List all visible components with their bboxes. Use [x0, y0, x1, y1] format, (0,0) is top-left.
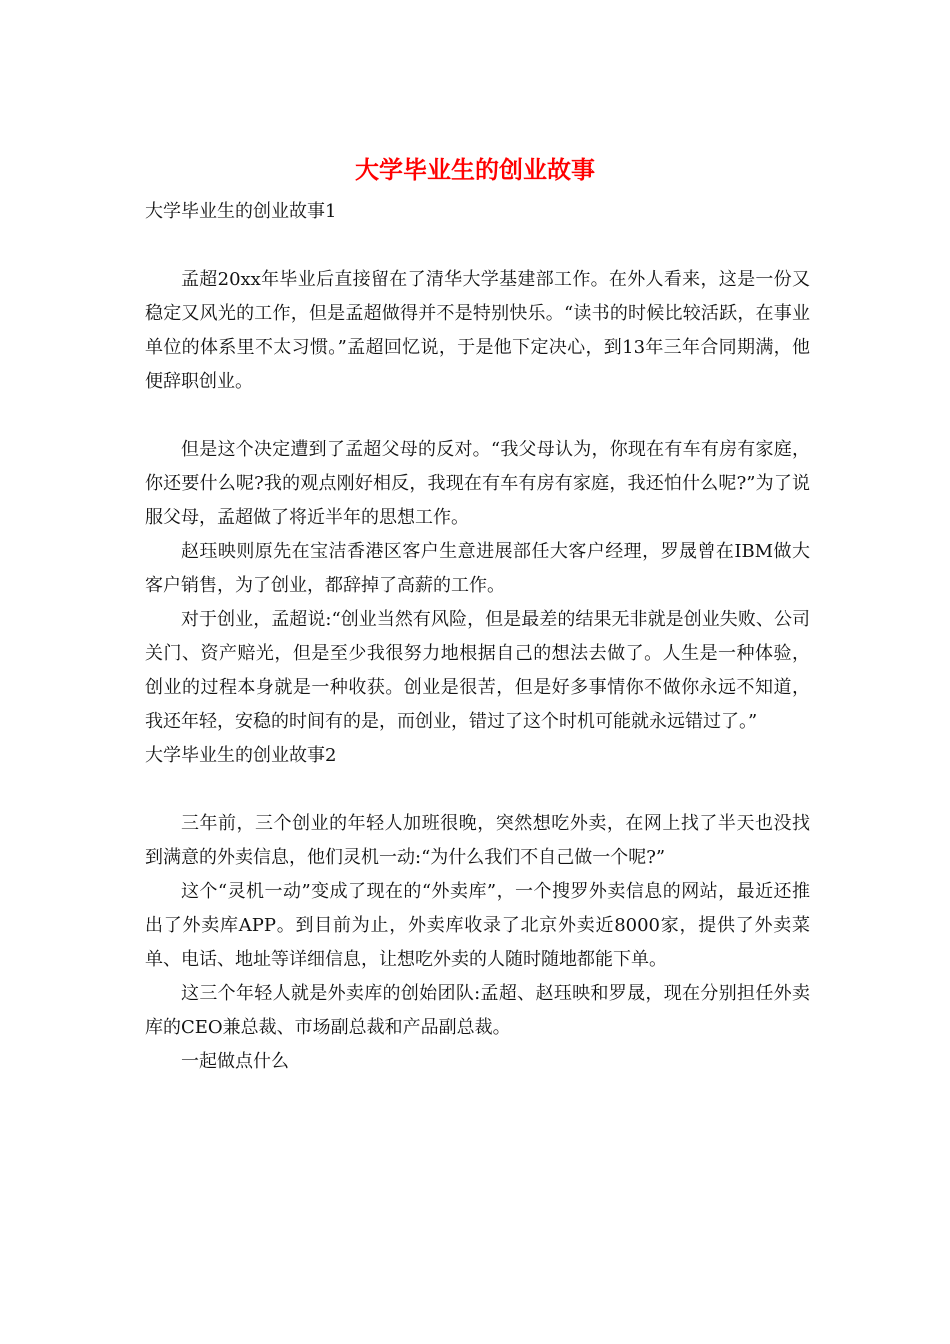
blank-line — [145, 773, 810, 807]
blank-line — [145, 399, 810, 433]
paragraph: 一起做点什么 — [181, 1051, 289, 1072]
document-body — [145, 195, 810, 1079]
blank-line — [145, 229, 810, 263]
paragraph: 对于创业，孟超说:“创业当然有风险，但是最差的结果无非就是创业失败、公司关门、资产赔光，但是至少我很努力地根据自己的想法去做了。人生是一种体验，创业的过程本身就是一种收获。创业是很苦，但是好多事情你不做你永远不知道，我还年轻，安稳的时间有的是，而创业，错过了这个时机可能就永远错过了。” — [145, 609, 810, 732]
section-heading-2: 大学毕业生的创业故事2 — [145, 745, 337, 766]
paragraph: 但是这个决定遭到了孟超父母的反对。“我父母认为，你现在有车有房有家庭，你还要什么呢?我的观点刚好相反，我现在有车有房有家庭，我还怕什么呢?”为了说服父母，孟超做了将近半年的思想工作。 — [145, 439, 810, 528]
paragraph: 这三个年轻人就是外卖库的创始团队:孟超、赵珏映和罗晟，现在分别担任外卖库的CEO兼总裁、市场副总裁和产品副总裁。 — [145, 983, 810, 1038]
document-title: 大学毕业生的创业故事 — [355, 155, 595, 184]
paragraph: 孟超20xx年毕业后直接留在了清华大学基建部工作。在外人看来，这是一份又稳定又风光的工作，但是孟超做得并不是特别快乐。“读书的时候比较活跃，在事业单位的体系里不太习惯。”孟超回忆说，于是他下定决心，到13年三年合同期满，他便辞职创业。 — [145, 269, 810, 392]
section-heading-1: 大学毕业生的创业故事1 — [145, 201, 337, 222]
paragraph: 三年前，三个创业的年轻人加班很晚，突然想吃外卖，在网上找了半天也没找到满意的外卖信息，他们灵机一动:“为什么我们不自己做一个呢?” — [145, 813, 810, 868]
paragraph: 赵珏映则原先在宝洁香港区客户生意进展部任大客户经理，罗晟曾在IBM做大客户销售，为了创业，都辞掉了高薪的工作。 — [145, 541, 810, 596]
paragraph: 这个“灵机一动”变成了现在的“外卖库”，一个搜罗外卖信息的网站，最近还推出了外卖库APP。到目前为止，外卖库收录了北京外卖近8000家，提供了外卖菜单、电话、地址等详细信息，让想吃外卖的人随时随地都能下单。 — [145, 881, 810, 970]
